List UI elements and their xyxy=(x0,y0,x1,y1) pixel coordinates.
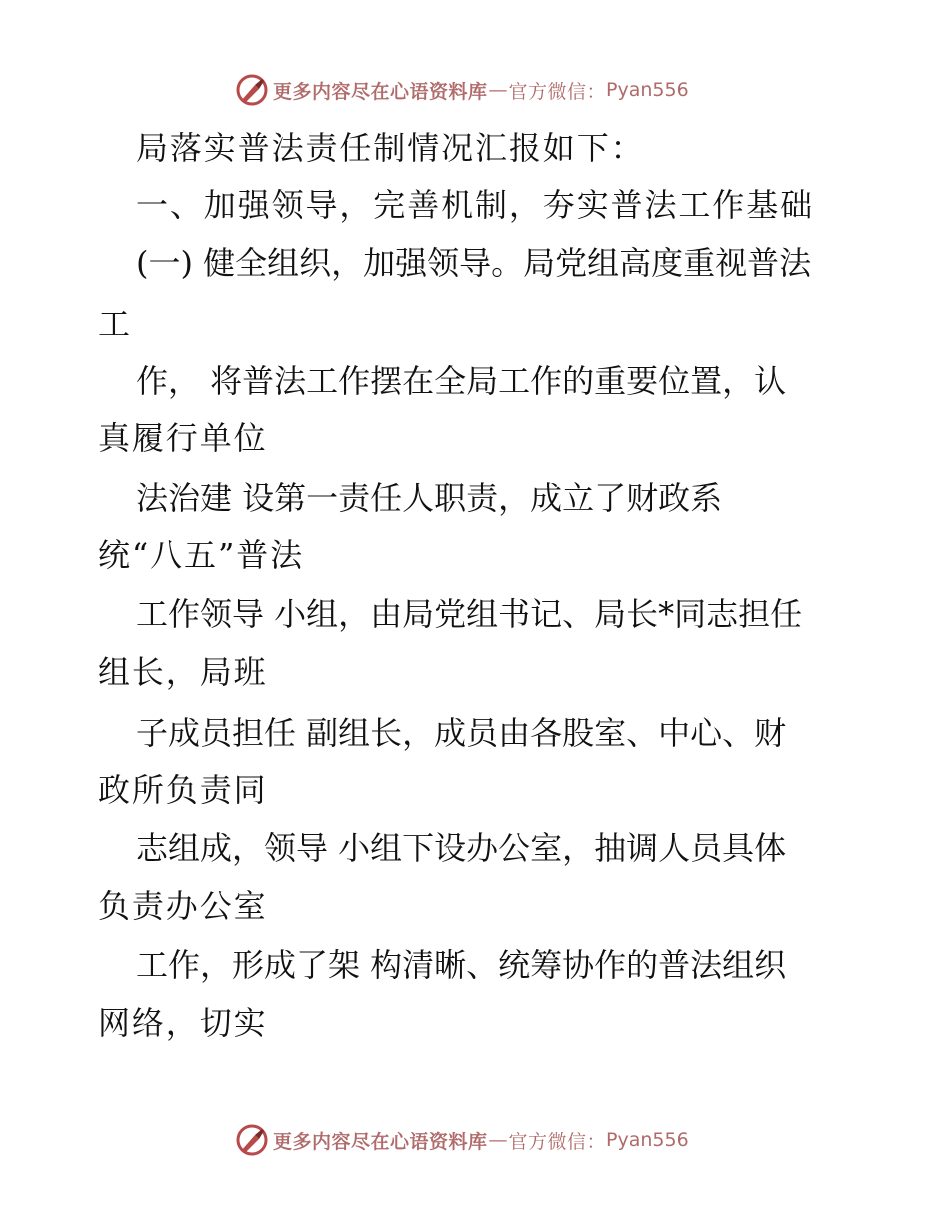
text-line: 组长，局班 xyxy=(98,653,268,691)
watermark-label: 官方微信： xyxy=(508,80,607,103)
watermark-header xyxy=(235,72,689,108)
watermark-dash: — xyxy=(488,1129,508,1151)
text-line: 负责办公室 xyxy=(98,887,268,925)
watermark-label: 官方微信： xyxy=(508,1130,607,1153)
text-line: (一) 健全组织，加强领导。局党组高度重视普法 xyxy=(136,244,812,282)
text-line: 局落实普法责任制情况汇报如下： xyxy=(136,129,645,167)
watermark-site-text: 更多内容尽在心语资料库 xyxy=(273,1130,488,1153)
watermark-dash: — xyxy=(488,79,508,101)
watermark-id: Pyan556 xyxy=(606,79,689,101)
text-line: 一、加强领导，完善机制，夯实普法工作基础 xyxy=(136,186,815,224)
watermark-id: Pyan556 xyxy=(606,1129,689,1151)
text-line: 作， 将普法工作摆在全局工作的重要位置，认 xyxy=(136,362,787,400)
text-line: 真履行单位 xyxy=(98,419,268,457)
text-line: 志组成，领导 小组下设办公室，抽调人员具体 xyxy=(136,829,787,867)
text-line: 网络，切实 xyxy=(98,1004,268,1042)
text-line: 法治建 设第一责任人职责，成立了财政系 xyxy=(136,479,723,517)
pen-logo-icon xyxy=(235,73,269,107)
text-line: 工作，形成了架 构清晰、统筹协作的普法组织 xyxy=(136,946,787,984)
pen-logo-icon xyxy=(235,1123,269,1157)
watermark-footer xyxy=(235,1122,689,1158)
text-line: 统“八五”普法 xyxy=(98,536,305,574)
text-line: 工 xyxy=(98,305,131,343)
text-line: 工作领导 小组，由局党组书记、局长*同志担任 xyxy=(136,595,803,633)
watermark-site-text: 更多内容尽在心语资料库 xyxy=(273,80,488,103)
text-line: 子成员担任 副组长，成员由各股室、中心、财 xyxy=(136,714,787,752)
text-line: 政所负责同 xyxy=(98,771,268,809)
